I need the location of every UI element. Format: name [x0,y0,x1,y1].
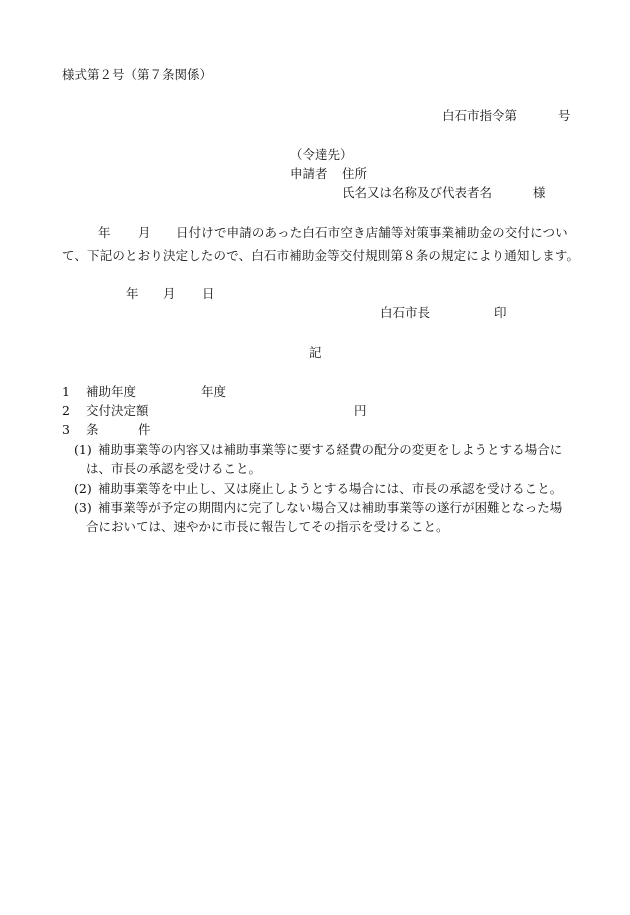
date-day-label: 日 [202,286,215,301]
number-suffix: 号 [558,108,571,123]
seal-label: 印 [494,305,507,320]
condition-number: (3) [74,500,92,515]
date-month-label: 月 [163,286,176,301]
body-year-label: 年 [98,225,111,240]
item-suffix-fiscal-year: 年度 [201,384,227,399]
condition-text-line-2: 合においては、速やかに市長に報告してその指示を受けること。 [86,519,449,534]
condition-text-line-2: は、市長の承認を受けること。 [86,461,262,476]
condition-text-line-1: 補助事業等を中止し、又は廃止しようとする場合には、市長の承認を受けること。 [98,481,563,496]
honorific: 様 [533,185,546,200]
body-text-line-1: 日付けで申請のあった白石市空き店舗等対策事業補助金の交付につい [176,225,568,240]
item-number: 3 [62,422,70,437]
item-label-conditions-part1: 条 [86,422,99,437]
recipient-label: （令達先） [290,147,353,162]
item-number: 1 [62,384,70,399]
item-number: 2 [62,403,70,418]
condition-number: (1) [74,442,92,457]
item-suffix-yen: 円 [354,403,367,418]
applicant-label: 申請者 [290,166,328,181]
item-label-subsidy-year: 補助年度 [86,384,137,399]
date-year-label: 年 [126,286,139,301]
item-label-grant-amount: 交付決定額 [86,403,149,418]
body-text-line-2: て、下記のとおり決定したので、白石市補助金等交付規則第８条の規定により通知します。 [62,248,580,263]
city-directive-label: 白石市指令第 [442,108,518,123]
issuer-title: 白石市長 [380,305,431,320]
item-label-conditions-part2: 件 [138,422,151,437]
body-month-label: 月 [138,225,151,240]
section-heading: 記 [309,345,322,360]
condition-number: (2) [74,481,92,496]
address-label: 住所 [342,166,368,181]
form-label: 様式第２号（第７条関係） [62,67,213,82]
name-label: 氏名又は名称及び代表者名 [342,185,493,200]
condition-text-line-1: 補助事業等の内容又は補助事業等に要する経費の配分の変更をしようとする場合に [98,442,563,457]
condition-text-line-1: 補事業等が予定の期間内に完了しない場合又は補助事業等の遂行が困難となった場 [98,500,563,515]
